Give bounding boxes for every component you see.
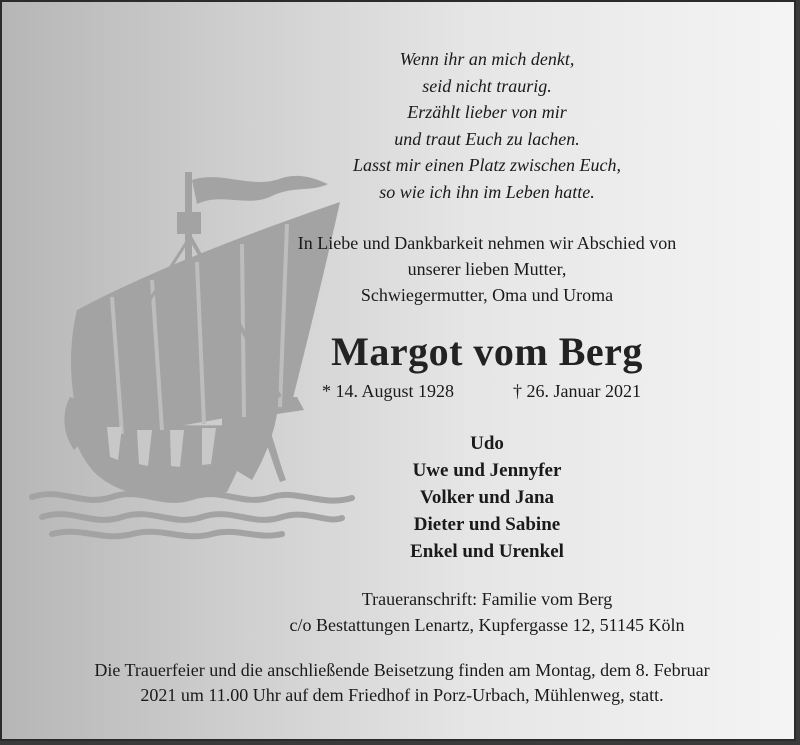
mourning-address — [252, 586, 722, 638]
poem-line: Lasst mir einen Platz zwischen Euch, — [353, 155, 621, 175]
family-member: Dieter und Sabine — [413, 514, 561, 535]
address-line: c/o Bestattungen Lenartz, Kupfergasse 12, 51145 Köln — [289, 615, 685, 635]
ceremony-line: 2021 um 11.00 Uhr auf dem Friedhof in Porz-Urbach, Mühlenweg, statt. — [140, 685, 664, 705]
birth-date: * 14. August 1928 — [322, 381, 455, 401]
address-line: Traueranschrift: Familie vom Berg — [361, 589, 613, 609]
farewell-line: unserer lieben Mutter, — [407, 259, 567, 279]
poem-line: Wenn ihr an mich denkt, — [399, 49, 575, 69]
farewell-line: Schwiegermutter, Oma und Uroma — [360, 285, 614, 305]
ceremony-line: Die Trauerfeier und die anschließende Beisetzung finden am Montag, dem 8. Februar — [94, 660, 710, 680]
family-member: Volker und Jana — [419, 487, 555, 508]
deceased-name: Margot vom Berg — [331, 329, 643, 374]
farewell-text — [252, 230, 722, 308]
poem-line: so wie ich ihn im Leben hatte. — [379, 181, 595, 202]
family-list — [252, 430, 722, 565]
family-member: Uwe und Jennyfer — [412, 460, 562, 481]
farewell-line: In Liebe und Dankbarkeit nehmen wir Abschied von — [297, 233, 677, 253]
family-member: Enkel und Urenkel — [410, 541, 564, 562]
poem-line: und traut Euch zu lachen. — [394, 128, 580, 149]
poem-line: Erzählt lieber von mir — [407, 102, 567, 122]
poem — [252, 46, 722, 205]
ceremony-info — [32, 658, 772, 708]
family-member: Udo — [470, 433, 504, 454]
poem-line: seid nicht traurig. — [422, 75, 552, 96]
death-date: † 26. Januar 2021 — [513, 381, 641, 401]
